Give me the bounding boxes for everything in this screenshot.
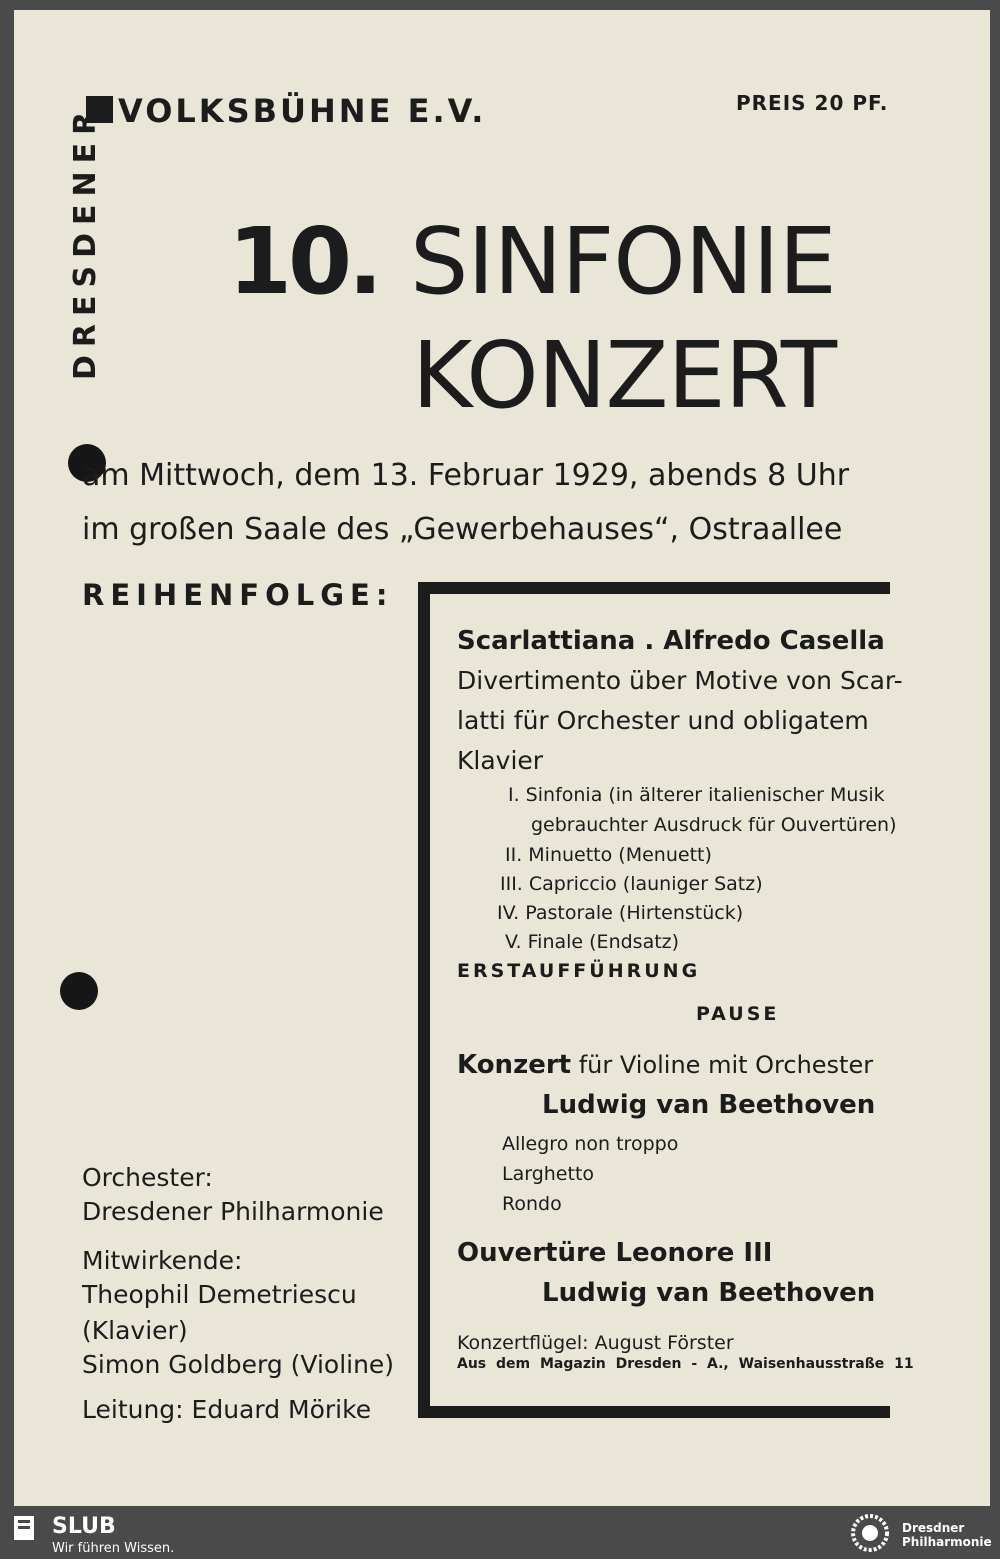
work1-movement: II. Minuetto (Menuett) bbox=[505, 844, 712, 866]
work1-movement: III. Capriccio (launiger Satz) bbox=[500, 873, 763, 895]
soloists-label: Mitwirkende: bbox=[82, 1246, 243, 1275]
work1-movement: IV. Pastorale (Hirtenstück) bbox=[497, 902, 744, 924]
philharmonie-label-1: Dresdner bbox=[902, 1521, 965, 1535]
soloist-instrument: (Klavier) bbox=[82, 1316, 188, 1345]
slub-logo-icon[interactable] bbox=[14, 1514, 36, 1542]
slub-name[interactable]: SLUB bbox=[52, 1514, 116, 1539]
work3-title: Ouvertüre Leonore III bbox=[457, 1238, 773, 1268]
frame-bottom-rule bbox=[418, 1406, 890, 1418]
title-line-1: SINFONIE bbox=[410, 208, 836, 315]
slub-tagline: Wir führen Wissen. bbox=[52, 1541, 175, 1556]
title-line-2: KONZERT bbox=[412, 322, 837, 429]
work2-movement: Rondo bbox=[502, 1193, 562, 1215]
event-date: am Mittwoch, dem 13. Februar 1929, abends 8 Uhr bbox=[82, 458, 850, 493]
work1-description-line: Divertimento über Motive von Scar- bbox=[457, 666, 903, 695]
work3-composer: Ludwig van Beethoven bbox=[542, 1278, 876, 1308]
soloist-name: Theophil Demetriescu bbox=[82, 1280, 357, 1309]
work2-composer: Ludwig van Beethoven bbox=[542, 1090, 876, 1120]
piano-source: Aus dem Magazin Dresden - A., Waisenhausstraße 11 bbox=[457, 1356, 914, 1372]
work2-title bbox=[457, 1050, 873, 1080]
work1-movement: I. Sinfonia (in älterer italienischer Musik bbox=[508, 784, 885, 806]
soloist-name: Simon Goldberg (Violine) bbox=[82, 1350, 395, 1379]
work2-movement: Larghetto bbox=[502, 1163, 595, 1185]
work2-title-bold: Konzert bbox=[457, 1050, 572, 1080]
work1-description-line: latti für Orchester und obligatem bbox=[457, 706, 869, 735]
program-heading: REIHENFOLGE: bbox=[82, 578, 394, 612]
work1-title: Scarlattiana . Alfredo Casella bbox=[457, 626, 885, 656]
work1-movement: V. Finale (Endsatz) bbox=[505, 931, 680, 953]
work2-title-rest: für Violine mit Orchester bbox=[571, 1051, 874, 1079]
concert-number: 10. bbox=[228, 208, 379, 315]
organization-name: VOLKSBÜHNE E.V. bbox=[118, 92, 487, 130]
premiere-note: ERSTAUFFÜHRUNG bbox=[457, 960, 701, 982]
orchestra-label: Orchester: bbox=[82, 1163, 213, 1192]
frame-left-rule bbox=[418, 582, 430, 1418]
vertical-city-label: DRESDENER bbox=[68, 103, 103, 380]
work2-movement: Allegro non troppo bbox=[502, 1133, 679, 1155]
intermission-label: PAUSE bbox=[696, 1003, 780, 1025]
price-label: PREIS 20 PF. bbox=[736, 91, 889, 115]
work1-movement: gebrauchter Ausdruck für Ouvertüren) bbox=[531, 814, 897, 836]
piano-credit: Konzertflügel: August Förster bbox=[457, 1332, 734, 1354]
orchestra-name: Dresdener Philharmonie bbox=[82, 1197, 384, 1226]
event-venue: im großen Saale des „Gewerbehauses“, Ostraallee bbox=[82, 512, 843, 547]
philharmonie-label-2: Philharmonie bbox=[902, 1535, 992, 1549]
philharmonie-logo-icon[interactable] bbox=[846, 1513, 894, 1553]
conductor: Leitung: Eduard Mörike bbox=[82, 1395, 372, 1424]
work1-description-line: Klavier bbox=[457, 746, 544, 775]
frame-top-rule bbox=[418, 582, 890, 594]
punch-hole-bottom bbox=[60, 972, 98, 1010]
